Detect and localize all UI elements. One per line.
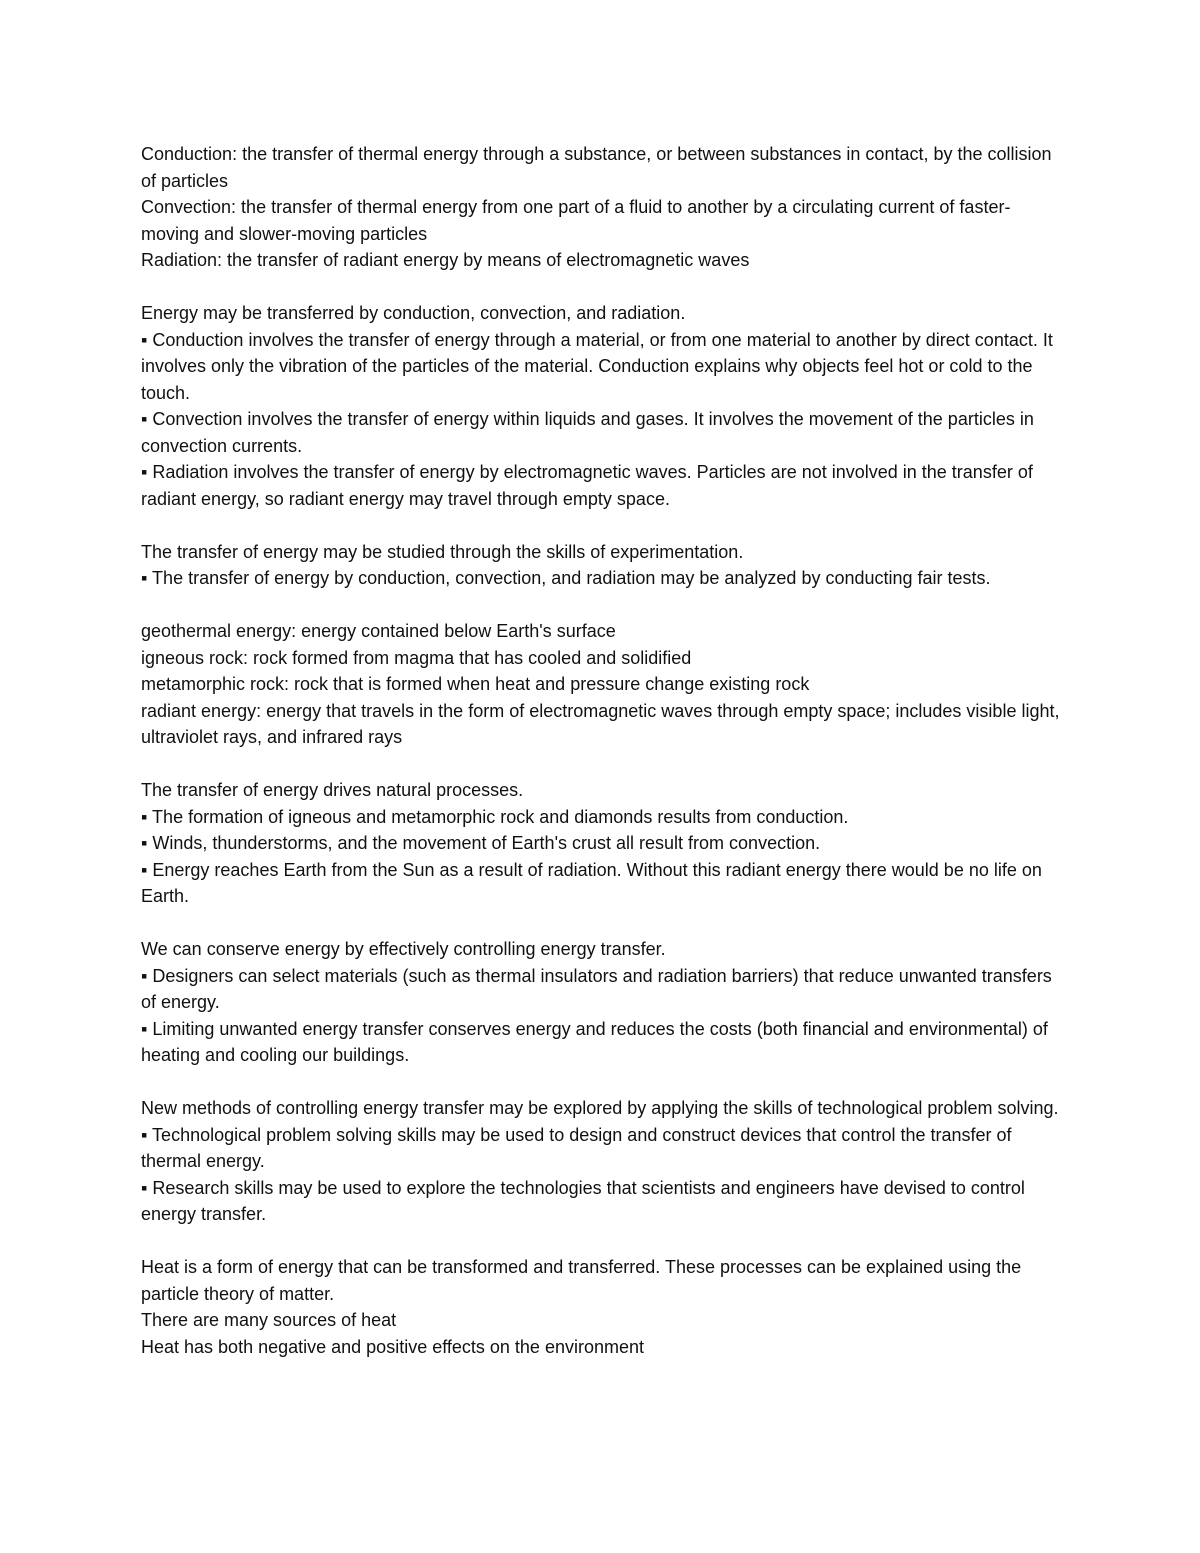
definition-convection: Convection: the transfer of thermal energy from one part of a fluid to another by a circulating current of faster-moving and slower-moving particles [141, 197, 1011, 244]
definition-conduction: Conduction: the transfer of thermal energy through a substance, or between substances in contact, by the collision of particles [141, 144, 1052, 191]
definition-radiant-energy: radiant energy: energy that travels in the form of electromagnetic waves through empty space; includes visible light, ultraviolet rays, and infrared rays [141, 700, 1060, 747]
section-heading-experimentation: The transfer of energy may be studied through the skills of experimentation. [141, 541, 744, 562]
document-body [141, 141, 1061, 1360]
blank-line [141, 1069, 1061, 1096]
blank-line [141, 1228, 1061, 1255]
bullet-limiting-transfer: ▪ Limiting unwanted energy transfer conserves energy and reduces the costs (both financial and environmental) of heating and cooling our buildings. [141, 1018, 1048, 1065]
section-heading-new-methods: New methods of controlling energy transfer may be explored by applying the skills of technological problem solving. [141, 1098, 1059, 1118]
blank-line [141, 751, 1061, 778]
bullet-convection: ▪ Convection involves the transfer of energy within liquids and gases. It involves the movement of the particles in convection currents. [141, 409, 1034, 456]
definition-igneous-rock: igneous rock: rock formed from magma that has cooled and solidified [141, 647, 692, 668]
bullet-conduction: ▪ Conduction involves the transfer of energy through a material, or from one material to another by direct contact. It involves only the vibration of the particles of the material. Conduction explains why objects feel hot or cold to the touch. [141, 329, 1053, 403]
statement-sources-of-heat: There are many sources of heat [141, 1310, 397, 1330]
blank-line [141, 274, 1061, 301]
bullet-fair-tests: ▪ The transfer of energy by conduction, convection, and radiation may be analyzed by conducting fair tests. [141, 568, 991, 588]
section-heading-conserve-energy: We can conserve energy by effectively controlling energy transfer. [141, 939, 666, 959]
definition-geothermal-energy: geothermal energy: energy contained below Earth's surface [141, 621, 616, 641]
section-heading-transfer-methods: Energy may be transferred by conduction, convection, and radiation. [141, 303, 686, 323]
definition-radiation: Radiation: the transfer of radiant energy by means of electromagnetic waves [141, 250, 750, 270]
blank-line [141, 910, 1061, 937]
bullet-designers-materials: ▪ Designers can select materials (such as thermal insulators and radiation barriers) that reduce unwanted transfers of energy. [141, 965, 1052, 1012]
definition-metamorphic-rock: metamorphic rock: rock that is formed when heat and pressure change existing rock [141, 674, 810, 694]
bullet-research-skills: ▪ Research skills may be used to explore the technologies that scientists and engineers have devised to control energy transfer. [141, 1177, 1025, 1224]
blank-line [141, 512, 1061, 539]
bullet-radiation: ▪ Radiation involves the transfer of energy by electromagnetic waves. Particles are not involved in the transfer of radiant energy, so radiant energy may travel through empty space. [141, 462, 1033, 509]
statement-heat-energy: Heat is a form of energy that can be transformed and transferred. These processes can be explained using the particle theory of matter. [141, 1257, 1022, 1304]
section-heading-natural-processes: The transfer of energy drives natural processes. [141, 780, 524, 800]
blank-line [141, 592, 1061, 619]
bullet-technological-problem-solving: ▪ Technological problem solving skills may be used to design and construct devices that control the transfer of thermal energy. [141, 1124, 1012, 1171]
bullet-energy-from-sun: ▪ Energy reaches Earth from the Sun as a result of radiation. Without this radiant energy there would be no life on Earth. [141, 859, 1042, 906]
bullet-winds-thunderstorms: ▪ Winds, thunderstorms, and the movement of Earth's crust all result from convection. [141, 833, 821, 853]
statement-heat-effects: Heat has both negative and positive effects on the environment [141, 1336, 644, 1357]
bullet-rock-formation: ▪ The formation of igneous and metamorphic rock and diamonds results from conduction. [141, 806, 849, 827]
